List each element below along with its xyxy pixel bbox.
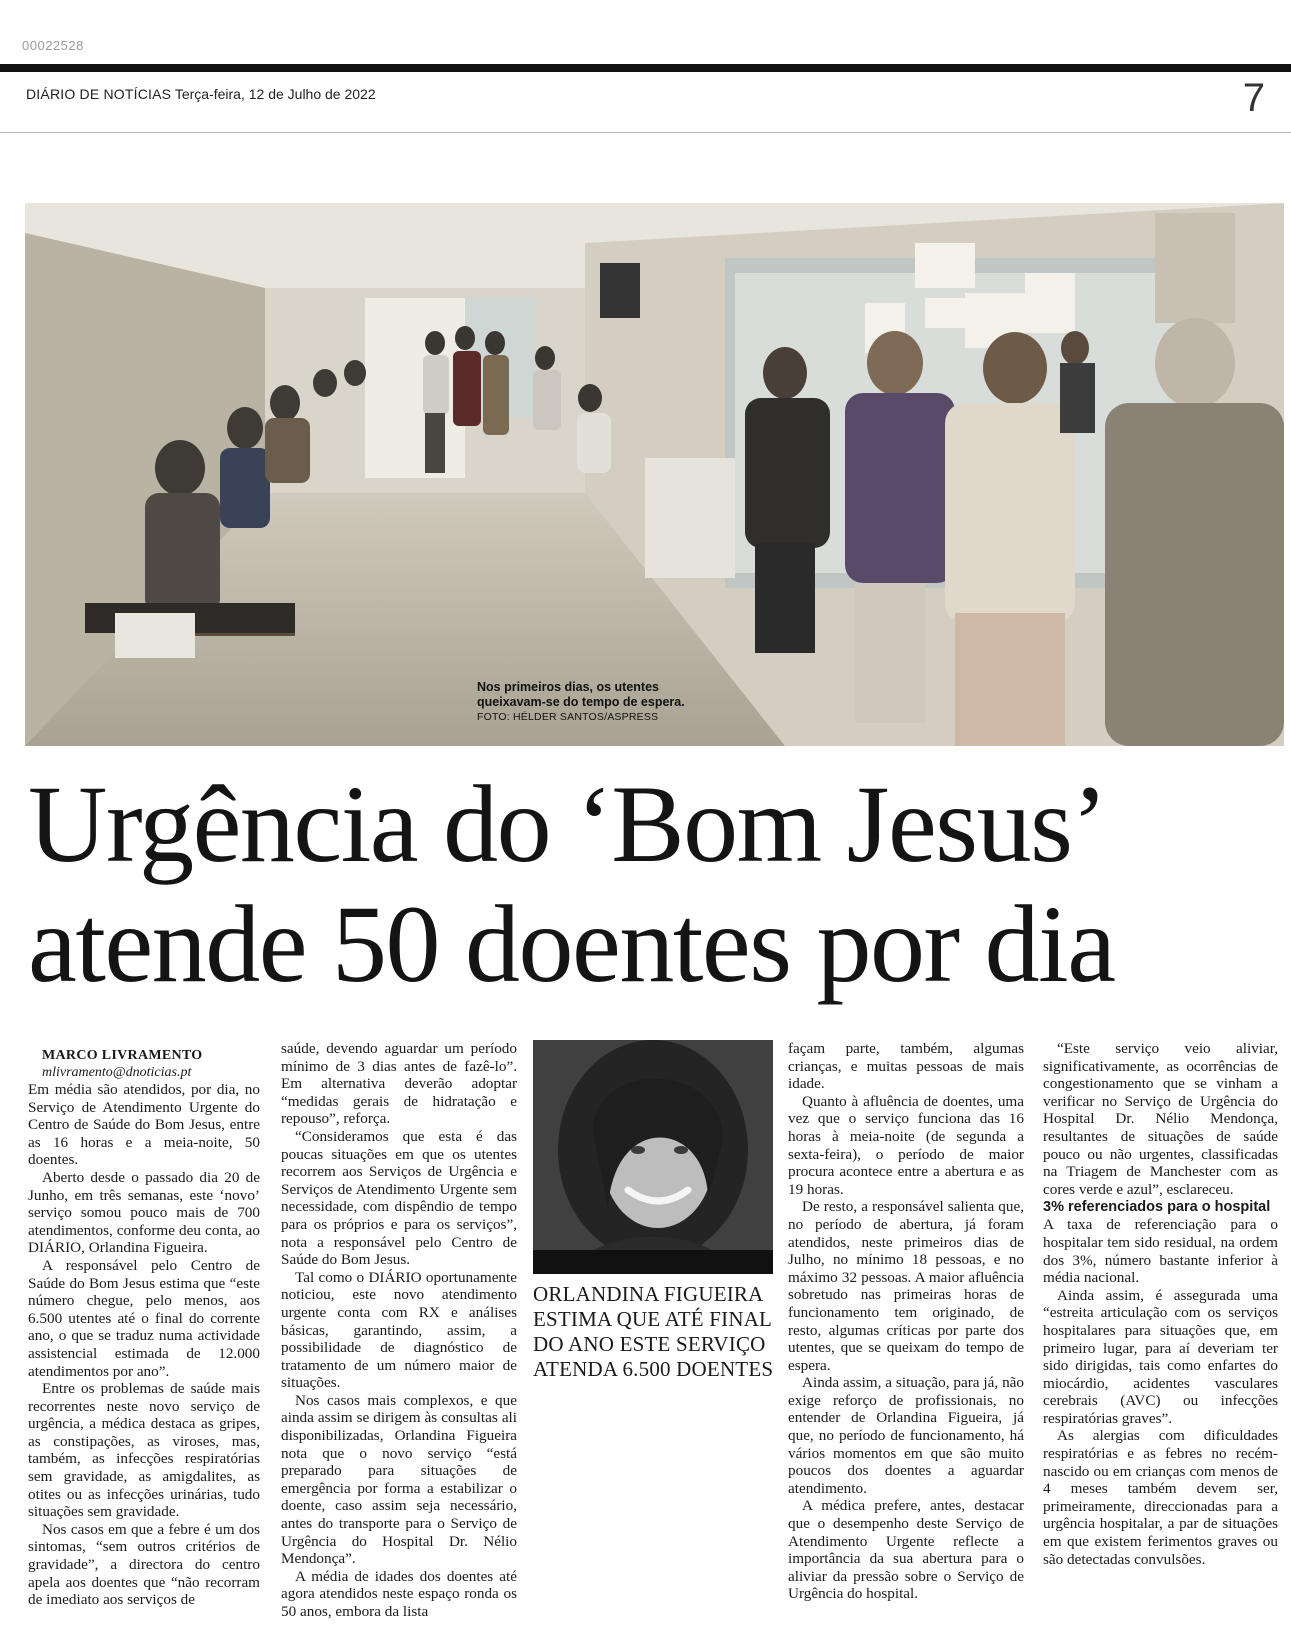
- article-column-2: [281, 1040, 517, 1621]
- publication-name: DIÁRIO DE NOTÍCIAS: [26, 86, 172, 102]
- paragraph: façam parte, também, algumas crianças, e muitas pessoas de mais idade.: [788, 1040, 1024, 1093]
- paragraph: A taxa de referenciação para o hospitalar tem sido residual, na ordem dos 3%, número bastante inferior à média nacional.: [1043, 1216, 1278, 1287]
- section-subhead: 3% referenciados para o hospital: [1043, 1199, 1271, 1216]
- headline-line-2: atende 50 doentes por dia: [28, 883, 1115, 1005]
- waiting-room-photo: [25, 203, 1284, 746]
- page-id-code: 00022528: [22, 38, 84, 53]
- paragraph: “Consideramos que esta é das poucas situações em que os utentes recorrem aos Serviços de Urgência e Serviços de Atendimento Urgente sem necessidade, com dispêndio de tempo para os próprios e para os serviços”, nota a responsável pelo Centro de Saúde do Bom Jesus.: [281, 1127, 517, 1269]
- paragraph: Nos casos mais complexos, e que ainda assim se dirigem às consultas ali disponibilizadas, Orlandina Figueira nota que o novo serviço “está preparado para situações de emergência por forma a estabilizar o doente, caso assim seja necessário, antes do transporte para o Serviço de Urgência do Hospital Dr. Nélio Mendonça”.: [281, 1391, 517, 1568]
- paragraph: A responsável pelo Centro de Saúde do Bom Jesus estima que “este número chegue, pelo menos, aos 6.500 utentes até o final do corrente ano, o que se traduz numa actividade assistencial estimada de 12.000 atendimentos por ano”.: [28, 1256, 260, 1380]
- folio-line: [26, 86, 376, 102]
- photo-credit: FOTO: HÉLDER SANTOS/ASPRESS: [477, 711, 659, 723]
- article-column-1: [28, 1047, 260, 1609]
- portrait-illustration: [533, 1040, 773, 1272]
- byline-email[interactable]: mlivramento@dnoticias.pt: [42, 1065, 192, 1080]
- article-headline: [28, 764, 1278, 1004]
- paragraph: Aberto desde o passado dia 20 de Junho, em três semanas, este ‘novo’ serviço somou pouco mais de 700 atendimentos, conforme deu conta, ao DIÁRIO, Orlandina Figueira.: [28, 1168, 260, 1257]
- headline-line-1: Urgência do ‘Bom Jesus’: [28, 763, 1107, 885]
- paragraph: A médica prefere, antes, destacar que o desempenho deste Serviço de Atendimento Urgente reflecte a importância da sua abertura para o aliviar da pressão sobre o Serviço de Urgência do hospital.: [788, 1497, 1024, 1603]
- paragraph: “Este serviço veio aliviar, significativamente, as ocorrências de congestionamento que se vinham a verificar no Serviço de Urgência do Hospital Dr. Nélio Mendonça, resultantes de situações de saúde pouco ou não urgentes, classificadas na Triagem de Manchester com as cores verde e azul”, esclareceu.: [1043, 1040, 1278, 1198]
- publication-date: Terça-feira, 12 de Julho de 2022: [174, 86, 376, 102]
- photo-caption: Nos primeiros dias, os utentes queixavam-se do tempo de espera.: [477, 680, 685, 709]
- paragraph: saúde, devendo aguardar um período mínimo de 3 dias antes de fazê-lo”. Em alternativa deverão adoptar “medidas gerais de hidratação e repouso”, reforça.: [281, 1040, 517, 1128]
- paragraph: Entre os problemas de saúde mais recorrentes neste novo serviço de urgência, a médica destaca as gripes, as constipações, as viroses, mas, também, as infecções respiratórias sem gravidade, as amigdalites, as otites ou as infecções urinárias, tudo situações sem gravidade.: [28, 1380, 260, 1521]
- paragraph: Tal como o DIÁRIO oportunamente noticiou, este novo atendimento urgente conta com RX e análises básicas, garantindo, assim, a possibilidade de diagnóstico de tratamento de um número maior de situações.: [281, 1268, 517, 1392]
- paragraph: Ainda assim, a situação, para já, não exige reforço de profissionais, no entender de Orlandina Figueira, já que, no período de funcionamento, há vários momentos em que são muito poucos dos doentes a aguardar atendimento.: [788, 1374, 1024, 1497]
- page-number: 7: [1242, 76, 1265, 120]
- portrait-photo: [533, 1040, 773, 1272]
- waiting-room-illustration: [25, 203, 1284, 746]
- top-rule: [0, 64, 1291, 72]
- paragraph: Ainda assim, é assegurada uma “estreita articulação com os serviços hospitalares para situações que, em primeiro lugar, para aí deveriam ter sido dirigidas, tais como enfartes do miocárdio, acidentes vasculares cerebrais (AVC) ou infecções respiratórias graves”.: [1043, 1286, 1278, 1427]
- paragraph: As alergias com dificuldades respiratórias e as febres no recém-nascido ou em crianças com menos de 4 meses também devem ser, primeiramente, direccionadas para a urgência hospitalar, a par de situações em que existem ferimentos graves ou são detectadas convulsões.: [1043, 1427, 1278, 1568]
- photo-caption-block: [477, 680, 707, 723]
- article-column-4: [1043, 1040, 1278, 1568]
- pull-quote: ORLANDINA FIGUEIRA ESTIMA QUE ATÉ FINAL DO ANO ESTE SERVIÇO ATENDA 6.500 DOENTES: [533, 1282, 774, 1381]
- paragraph: De resto, a responsável salienta que, no período de abertura, já foram atendidos, neste primeiros dias de Julho, no mínimo 18 pessoas, e no máximo 32 pessoas. A maior afluência sobretudo nas primeiras horas de funcionamento tem originado, de resto, algumas críticas por parte dos utentes, que se queixam do tempo de espera.: [788, 1198, 1024, 1374]
- byline-author: MARCO LIVRAMENTO: [42, 1048, 203, 1063]
- pull-quote-rule: [533, 1272, 773, 1274]
- paragraph: Quanto à afluência de doentes, uma vez que o serviço funciona das 16 horas à meia-noite (de segunda a sexta-feira), o período de maior procura acontece entre a abertura e as 19 horas.: [788, 1092, 1024, 1198]
- header-divider: [0, 132, 1291, 133]
- paragraph: Nos casos em que a febre é um dos sintomas, “sem outros critérios de gravidade”, a directora do centro apela aos doentes que “não recorram de imediato aos serviços de: [28, 1520, 260, 1609]
- paragraph: Em média são atendidos, por dia, no Serviço de Atendimento Urgente do Centro de Saúde do Bom Jesus, entre as 16 horas e a meia-noite, 50 doentes.: [28, 1081, 260, 1169]
- article-column-3: [788, 1040, 1024, 1603]
- paragraph: A média de idades dos doentes até agora atendidos neste espaço ronda os 50 anos, embora da lista: [281, 1567, 517, 1620]
